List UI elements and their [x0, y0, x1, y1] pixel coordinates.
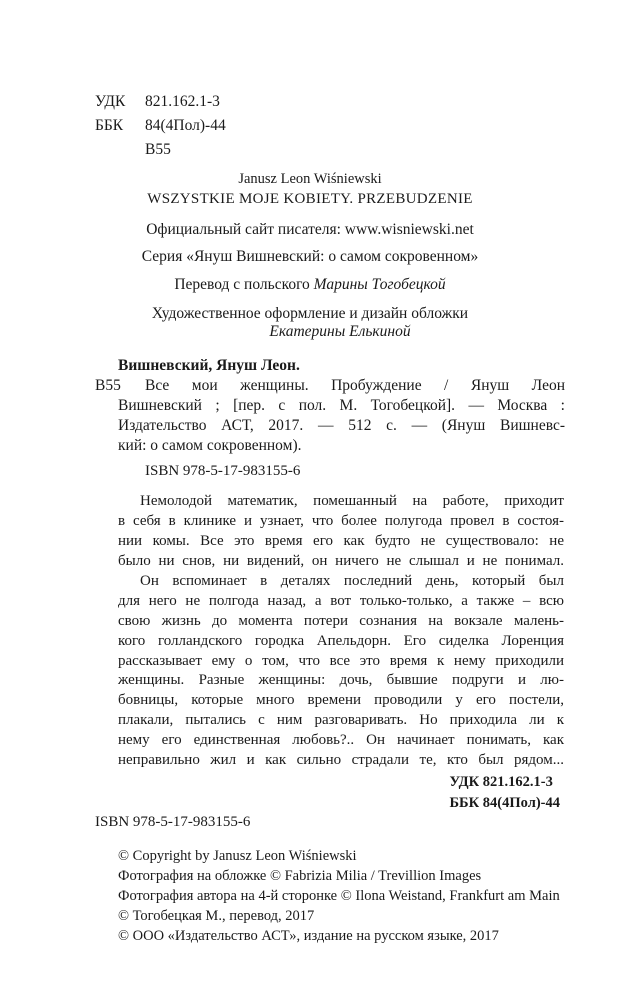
- right-codes: [449, 773, 560, 815]
- annotation-line: свою жизнь до момента потери сознания на вокзале малень-: [118, 612, 564, 629]
- udk-label: УДК: [95, 93, 126, 110]
- annotation-line: плакали, пытались с ним разговаривать. Но приходила ли к: [118, 712, 564, 729]
- annotation-line: нему его единственная любовь?.. Он начинает понимать, как: [118, 732, 564, 749]
- bbk-line: [95, 116, 226, 140]
- original-author: Janusz Leon Wiśniewski: [238, 171, 382, 187]
- design-credit-line: Художественное оформление и дизайн обложки: [151, 305, 469, 322]
- annotation-line: нии комы. Все это время его как будто не существовало: не: [118, 532, 564, 549]
- copyright-credits: [118, 847, 560, 947]
- annotation-line: бовницы, которые много времени проводили у его постели,: [118, 692, 564, 709]
- catalog-description: [145, 376, 565, 396]
- author-mark-line: [95, 140, 226, 164]
- catalog-isbn: ISBN 978-5-17-983155-6: [145, 463, 301, 479]
- designer-name: Екатерины Елькиной: [269, 323, 411, 340]
- annotation-line: в себя в клинике и узнает, что более полугода провел в состоя-: [118, 512, 564, 529]
- translator-name: Марины Тогобецкой: [313, 276, 446, 293]
- series-name: Серия «Януш Вишневский: о самом сокровенном»: [141, 248, 479, 265]
- annotation-line: рассказывает ему о том, что все это время к нему приходили: [118, 652, 564, 669]
- annotation-line: неправильно жил и как сильно страдали те, кто был рядом...: [118, 752, 564, 769]
- author-mark: В55: [145, 141, 171, 158]
- catalog-line: кий: о самом сокровенном).: [118, 437, 302, 455]
- bbk-value: 84(4Пол)-44: [145, 117, 226, 134]
- catalog-line: Вишневский ; [пер. с пол. М. Тогобецкой]. — Москва :: [118, 397, 565, 414]
- catalog-line: Издательство АСТ, 2017. — 512 с. — (Януш Вишневс-: [118, 417, 565, 435]
- original-title: WSZYSTKIE MOJE KOBIETY. PRZEBUDZENIE: [147, 191, 473, 207]
- catalog-description-cont: [118, 396, 565, 456]
- annotation-line: Он вспоминает в деталях последний день, который был: [140, 572, 564, 589]
- credit-line: © Copyright by Janusz Leon Wiśniewski: [118, 848, 357, 864]
- credit-line: © ООО «Издательство АСТ», издание на русском языке, 2017: [118, 928, 499, 944]
- udk-value: 821.162.1-3: [145, 93, 220, 110]
- catalog-mark: В55: [95, 377, 121, 394]
- right-bbk: ББК 84(4Пол)-44: [449, 795, 560, 811]
- catalog-heading: Вишневский, Януш Леон.: [118, 357, 300, 374]
- annotation-line: Немолодой математик, помешанный на работе, приходит: [140, 493, 564, 509]
- annotation-line: было ни снов, ни видений, он ничего не слышал и не понимал.: [118, 552, 564, 569]
- translation-credit: [0, 275, 620, 295]
- credit-line: Фотография на обложке © Fabrizia Milia / Trevillion Images: [118, 868, 482, 884]
- credit-line: © Тогобецкая М., перевод, 2017: [118, 908, 315, 924]
- credit-line: Фотография автора на 4-й сторонке © Ilona Weistand, Frankfurt am Main: [118, 888, 560, 904]
- right-udk: УДК 821.162.1-3: [449, 774, 553, 790]
- annotation-line: женщины. Разные женщины: дочь, бывшие подруги и лю-: [118, 672, 564, 689]
- bbk-label: ББК: [95, 117, 124, 134]
- author-website: Официальный сайт писателя: www.wisniewski.net: [146, 221, 474, 238]
- translation-prefix: Перевод с польского: [174, 276, 310, 293]
- udk-line: [95, 92, 226, 116]
- annotation-line: для него не полгода назад, а вот только-только, а также – всю: [118, 592, 564, 609]
- annotation-line: кого голландского городка Апельдорн. Его сиделка Лоренция: [118, 632, 564, 649]
- catalog-line: Все мои женщины. Пробуждение / Януш Леон: [145, 377, 565, 394]
- footer-isbn: ISBN 978-5-17-983155-6: [95, 814, 251, 830]
- annotation: [118, 492, 564, 771]
- classification-codes: [95, 92, 226, 164]
